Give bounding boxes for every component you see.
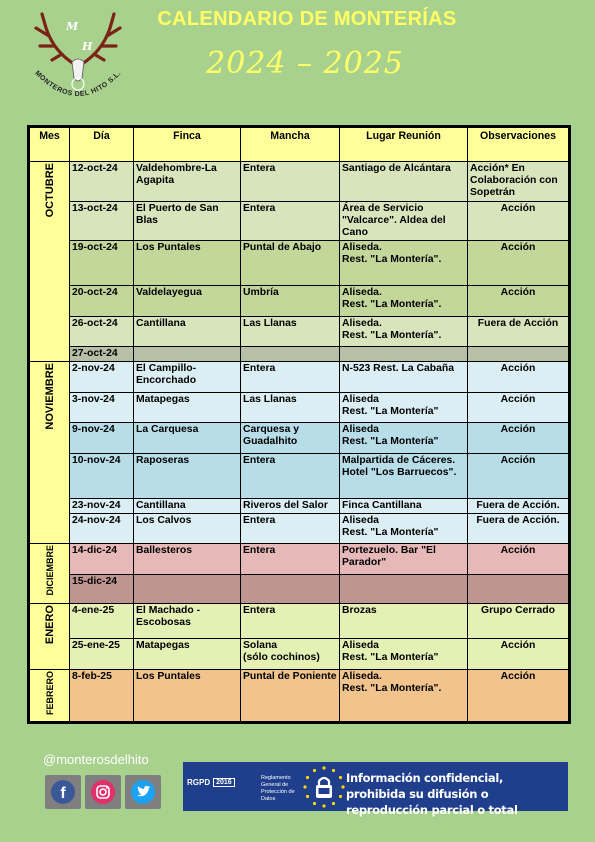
cell-finca: El Machado - Escobosas: [134, 604, 241, 639]
cell-lugar: Aliseda Rest. "La Montería": [340, 639, 468, 670]
cell-finca: Cantillana: [134, 499, 241, 514]
instagram-icon[interactable]: [85, 775, 121, 809]
cell-dia: 23-nov-24: [70, 499, 134, 514]
cell-dia: 14-dic-24: [70, 544, 134, 575]
cell-finca: El Puerto de San Blas: [134, 202, 241, 241]
cell-dia: 27-oct-24: [70, 347, 134, 362]
gdpr-acronym: RGPD: [187, 778, 211, 787]
cell-lugar: [340, 575, 468, 604]
cell-mancha: Umbría: [241, 286, 340, 317]
cell-observaciones: Acción* En Colaboración con Sopetrán: [468, 162, 570, 202]
cell-dia: 26-oct-24: [70, 317, 134, 347]
cell-mancha: Solana (sólo cochinos): [241, 639, 340, 670]
cell-finca: Valdelayegua: [134, 286, 241, 317]
table-row: [29, 604, 570, 639]
cell-mancha: Entera: [241, 202, 340, 241]
table-row: [29, 499, 570, 514]
cell-finca: Matapegas: [134, 393, 241, 423]
cell-finca: Los Calvos: [134, 514, 241, 544]
cell-observaciones: Acción: [468, 670, 570, 723]
table-row: [29, 514, 570, 544]
cell-observaciones: Acción: [468, 639, 570, 670]
cell-mancha: Las Llanas: [241, 393, 340, 423]
cell-lugar: Área de Servicio "Valcarce". Aldea del Cano: [340, 202, 468, 241]
cell-observaciones: Acción: [468, 241, 570, 286]
cell-dia: 9-nov-24: [70, 423, 134, 454]
cell-mancha: Las Llanas: [241, 317, 340, 347]
cell-mancha: Riveros del Salor: [241, 499, 340, 514]
cell-lugar: N-523 Rest. La Cabaña: [340, 362, 468, 393]
svg-text:f: f: [60, 785, 66, 802]
cell-lugar: Aliseda. Rest. "La Montería".: [340, 241, 468, 286]
cell-observaciones: Acción: [468, 454, 570, 499]
cell-observaciones: Acción: [468, 423, 570, 454]
cell-dia: 15-dic-24: [70, 575, 134, 604]
cell-lugar: Malpartida de Cáceres. Hotel "Los Barruecos".: [340, 454, 468, 499]
antler-logo: [22, 6, 134, 114]
table-row: [29, 575, 570, 604]
cell-finca: Raposeras: [134, 454, 241, 499]
header-finca: Finca: [134, 127, 241, 162]
cell-dia: 2-nov-24: [70, 362, 134, 393]
cell-mancha: [241, 575, 340, 604]
cell-observaciones: Fuera de Acción.: [468, 514, 570, 544]
header-mes: Mes: [29, 127, 70, 162]
cell-dia: 3-nov-24: [70, 393, 134, 423]
cell-mancha: Entera: [241, 362, 340, 393]
cell-finca: El Campillo-Encorchado: [134, 362, 241, 393]
month-january: ENERO: [29, 604, 70, 670]
table-row: [29, 639, 570, 670]
table-row: [29, 317, 570, 347]
cell-observaciones: Grupo Cerrado: [468, 604, 570, 639]
cell-observaciones: Acción: [468, 202, 570, 241]
month-november: NOVIEMBRE: [29, 362, 70, 544]
gdpr-banner: [183, 762, 568, 817]
cell-finca: Matapegas: [134, 639, 241, 670]
header-dia: Día: [70, 127, 134, 162]
cell-lugar: Brozas: [340, 604, 468, 639]
cell-lugar: Portezuelo. Bar "El Parador": [340, 544, 468, 575]
cell-dia: 10-nov-24: [70, 454, 134, 499]
cell-observaciones: Acción: [468, 393, 570, 423]
twitter-icon[interactable]: [125, 775, 161, 809]
cell-observaciones: Fuera de Acción.: [468, 499, 570, 514]
cell-lugar: Aliseda Rest. "La Montería": [340, 423, 468, 454]
page-title: CALENDARIO DE MONTERÍAS: [157, 8, 457, 30]
table-header-row: [29, 127, 570, 162]
facebook-icon[interactable]: [45, 775, 81, 809]
month-february: FEBRERO: [29, 670, 70, 723]
season-heading: 2024 – 2025: [206, 46, 404, 81]
cell-mancha: Entera: [241, 514, 340, 544]
table-row: [29, 347, 570, 362]
cell-finca: Los Puntales: [134, 241, 241, 286]
table-row: [29, 286, 570, 317]
cell-dia: 12-oct-24: [70, 162, 134, 202]
header-mancha: Mancha: [241, 127, 340, 162]
table-row: [29, 454, 570, 499]
logo-initial-m: M: [66, 20, 79, 33]
cell-mancha: Entera: [241, 604, 340, 639]
gdpr-regulation-text: Reglamento General de Protección de Datos: [261, 775, 295, 802]
header-lugar: Lugar Reunión: [340, 127, 468, 162]
hunting-calendar-table: [27, 125, 571, 724]
logo-initial-h: H: [82, 40, 93, 53]
cell-lugar: Aliseda. Rest. "La Montería".: [340, 317, 468, 347]
cell-dia: 24-nov-24: [70, 514, 134, 544]
cell-mancha: Puntal de Abajo: [241, 241, 340, 286]
table-row: [29, 362, 570, 393]
header-observaciones: Observaciones: [468, 127, 570, 162]
cell-mancha: Puntal de Poniente: [241, 670, 340, 723]
table-row: [29, 162, 570, 202]
cell-observaciones: Acción: [468, 362, 570, 393]
cell-dia: 8-feb-25: [70, 670, 134, 723]
cell-finca: [134, 347, 241, 362]
logo-company-name: MONTEROS DEL HITO S.L.: [33, 69, 123, 99]
gdpr-year: 2016: [213, 778, 235, 787]
cell-lugar: Finca Cantillana: [340, 499, 468, 514]
confidential-notice: Información confidencial, prohibida su difusión o reproducción parcial o total: [346, 771, 518, 817]
cell-mancha: Entera: [241, 162, 340, 202]
month-october: OCTUBRE: [29, 162, 70, 362]
cell-finca: Valdehombre-La Agapita: [134, 162, 241, 202]
table-row: [29, 241, 570, 286]
cell-observaciones: Acción: [468, 544, 570, 575]
cell-finca: Ballesteros: [134, 544, 241, 575]
cell-mancha: Entera: [241, 454, 340, 499]
cell-lugar: [340, 347, 468, 362]
cell-finca: Los Puntales: [134, 670, 241, 723]
table-row: [29, 423, 570, 454]
cell-dia: 4-ene-25: [70, 604, 134, 639]
cell-dia: 13-oct-24: [70, 202, 134, 241]
cell-finca: Cantillana: [134, 317, 241, 347]
cell-dia: 25-ene-25: [70, 639, 134, 670]
table-row: [29, 202, 570, 241]
social-handle[interactable]: @monterosdelhito: [43, 752, 149, 767]
eu-stars-lock-icon: [301, 764, 347, 810]
cell-finca: La Carquesa: [134, 423, 241, 454]
cell-observaciones: Acción: [468, 286, 570, 317]
cell-mancha: [241, 347, 340, 362]
cell-lugar: Santiago de Alcántara: [340, 162, 468, 202]
table-row: [29, 544, 570, 575]
cell-lugar: Aliseda Rest. "La Montería": [340, 514, 468, 544]
gdpr-label: [187, 778, 235, 787]
cell-dia: 20-oct-24: [70, 286, 134, 317]
cell-mancha: Carquesa y Guadalhito: [241, 423, 340, 454]
table-row: [29, 670, 570, 723]
cell-dia: 19-oct-24: [70, 241, 134, 286]
cell-observaciones: [468, 575, 570, 604]
cell-lugar: Aliseda. Rest. "La Montería".: [340, 670, 468, 723]
cell-observaciones: Fuera de Acción: [468, 317, 570, 347]
table-row: [29, 393, 570, 423]
month-december: DICIEMBRE: [29, 544, 70, 604]
social-icons: [45, 775, 161, 809]
cell-lugar: Aliseda Rest. "La Montería": [340, 393, 468, 423]
cell-mancha: Entera: [241, 544, 340, 575]
cell-lugar: Aliseda. Rest. "La Montería".: [340, 286, 468, 317]
cell-finca: [134, 575, 241, 604]
cell-observaciones: [468, 347, 570, 362]
